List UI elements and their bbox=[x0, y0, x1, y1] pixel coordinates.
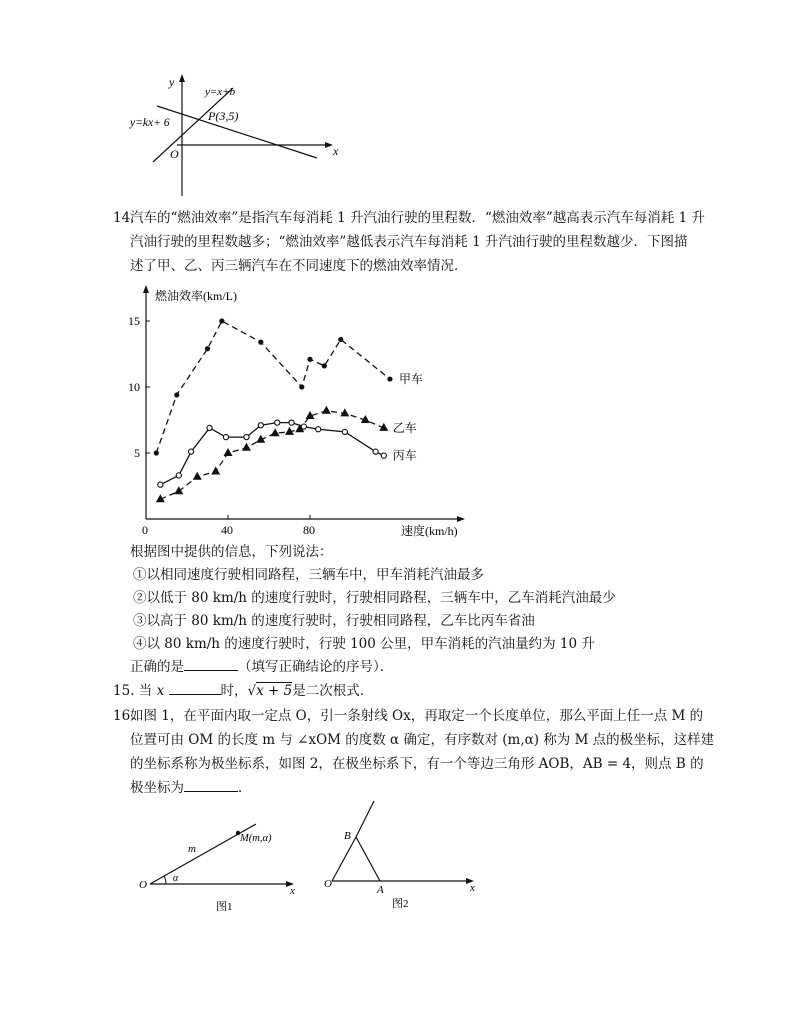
q15-answer-blank[interactable] bbox=[169, 680, 221, 695]
data-point bbox=[205, 346, 210, 351]
x-tick-label: 80 bbox=[303, 523, 315, 537]
q15-radicand: x + 5 bbox=[256, 683, 293, 699]
data-point bbox=[373, 449, 378, 454]
fig1-angle-arc bbox=[164, 876, 166, 884]
q16-line3: 的坐标系称为极坐标系，如图 2，在极坐标系下，有一个等边三角形 AOB，AB = 4，则点 B 的 bbox=[130, 756, 704, 772]
q15-sqrt bbox=[248, 680, 293, 702]
data-point bbox=[189, 449, 194, 454]
data-point bbox=[275, 420, 280, 425]
data-point bbox=[244, 435, 249, 440]
data-point bbox=[271, 428, 280, 436]
q16-line1: 如图 1，在平面内取一定点 O，引一条射线 Ox，再取定一个长度单位，那么平面上任一点 M 的 bbox=[130, 708, 704, 724]
data-point bbox=[338, 337, 343, 342]
q15-var: x bbox=[156, 683, 165, 699]
q15-line bbox=[113, 680, 373, 702]
q15-post: 是二次根式． bbox=[292, 683, 374, 699]
sqrt-icon: √ bbox=[247, 683, 257, 699]
fig2-ray-b bbox=[356, 801, 374, 837]
q16-number: 16. bbox=[113, 708, 135, 724]
q14-option-3: ③以高于 80 km/h 的速度行驶时，行驶相同路程，乙车比丙车省油 bbox=[133, 613, 535, 629]
q14-option-4: ④以 80 km/h 的速度行驶时，行驶 100 公里，甲车消耗的汽油量约为 10 升 bbox=[133, 636, 595, 652]
data-point bbox=[211, 466, 220, 474]
top-y-label: y bbox=[169, 75, 175, 89]
data-point bbox=[322, 363, 327, 368]
q14-answer-post: （填写正确结论的序号）． bbox=[238, 659, 394, 675]
legend-label-0: 甲车 bbox=[398, 372, 423, 387]
data-point bbox=[301, 424, 306, 429]
q14-number: 14. bbox=[113, 210, 135, 226]
legend-label-2: 丙车 bbox=[392, 448, 417, 463]
q16-line4 bbox=[130, 777, 252, 799]
data-point bbox=[174, 392, 179, 397]
chart-x-arrow bbox=[457, 516, 465, 522]
fuel-efficiency-chart bbox=[125, 283, 470, 545]
data-point bbox=[299, 384, 304, 389]
figure-2 bbox=[318, 795, 488, 915]
y-tick-label: 5 bbox=[134, 446, 140, 460]
x-axis-arrow bbox=[325, 142, 333, 148]
fig2-a-label: A bbox=[377, 884, 384, 896]
data-point bbox=[322, 406, 331, 414]
y-tick-label: 15 bbox=[128, 314, 140, 328]
data-point bbox=[219, 318, 224, 323]
q14-line3: 述了甲、乙、丙三辆汽车在不同速度下的燃油效率情况． bbox=[130, 258, 468, 274]
data-point bbox=[342, 429, 347, 434]
data-point bbox=[381, 453, 386, 458]
data-point bbox=[387, 376, 392, 381]
top-line1-label: y=x+b bbox=[205, 86, 236, 98]
data-point bbox=[289, 420, 294, 425]
q16-line4-text: 极坐标为 bbox=[130, 780, 184, 796]
q16-answer-blank[interactable] bbox=[184, 777, 238, 792]
data-point bbox=[224, 448, 233, 456]
q14-answer-pre: 正确的是 bbox=[130, 659, 184, 675]
data-point bbox=[242, 443, 251, 451]
data-point bbox=[307, 357, 312, 362]
top-figure bbox=[125, 74, 355, 198]
fig2-b-label: B bbox=[344, 830, 351, 842]
top-line2-label: y=kx+ 6 bbox=[130, 117, 170, 129]
top-origin-label: O bbox=[170, 147, 179, 161]
data-point bbox=[316, 427, 321, 432]
y-tick-label: 10 bbox=[128, 380, 140, 394]
figure-1 bbox=[128, 818, 308, 916]
top-x-label: x bbox=[333, 144, 339, 158]
top-point-label: P(3,5) bbox=[208, 109, 239, 123]
q14-option-1: ①以相同速度行驶相同路程，三辆车中，甲车消耗汽油最多 bbox=[133, 567, 484, 583]
data-point bbox=[207, 425, 212, 430]
series-line-2 bbox=[160, 423, 383, 485]
q15-mid: 时， bbox=[220, 683, 248, 699]
data-point bbox=[176, 473, 181, 478]
fig1-caption: 图1 bbox=[216, 901, 233, 913]
chart-y-arrow bbox=[143, 285, 149, 293]
data-point bbox=[258, 340, 263, 345]
x-tick-label: 0 bbox=[142, 523, 148, 537]
x-tick-label: 40 bbox=[221, 523, 233, 537]
fig2-side-ob bbox=[332, 837, 356, 881]
q16-line4-end: ． bbox=[238, 780, 252, 796]
data-point bbox=[193, 472, 202, 480]
fig1-m-point-label: M(m,α) bbox=[240, 833, 272, 844]
q15-pre: 当 bbox=[138, 683, 153, 699]
q14-line2: 汽油行驶的里程数越多；“燃油效率”越低表示汽车每消耗 1 升汽油行驶的里程数越少．下图描 bbox=[130, 234, 688, 250]
q15-number: 15. bbox=[113, 683, 135, 699]
q14-line1: 汽车的“燃油效率”是指汽车每消耗 1 升汽油行驶的里程数．“燃油效率”越高表示汽车每消耗 1 升 bbox=[130, 210, 705, 226]
data-point bbox=[223, 435, 228, 440]
q14-answer-line bbox=[130, 656, 393, 678]
fig1-x-label: x bbox=[290, 885, 295, 897]
fig2-o-label: O bbox=[324, 878, 332, 890]
fig2-x-label: x bbox=[470, 882, 475, 894]
data-point bbox=[158, 482, 163, 487]
fig1-m-label: m bbox=[188, 843, 196, 855]
data-point bbox=[174, 486, 183, 494]
chart-ylabel: 燃油效率(km/L) bbox=[155, 289, 237, 303]
q14-option-2: ②以低于 80 km/h 的速度行驶时，行驶相同路程，三辆车中，乙车消耗汽油最少 bbox=[133, 590, 616, 606]
fig1-alpha-label: α bbox=[173, 873, 179, 884]
chart-xlabel: 速度(km/h) bbox=[401, 524, 458, 538]
data-point bbox=[154, 450, 159, 455]
y-axis-arrow bbox=[179, 74, 185, 82]
fig1-o-label: O bbox=[139, 879, 147, 891]
fig2-side-ab bbox=[356, 837, 380, 881]
legend-label-1: 乙车 bbox=[392, 420, 417, 435]
fig2-caption: 图2 bbox=[392, 898, 409, 910]
data-point bbox=[258, 423, 263, 428]
q14-intro: 根据图中提供的信息，下列说法： bbox=[130, 544, 333, 560]
q14-answer-blank[interactable] bbox=[184, 656, 238, 671]
q16-line2: 位置可由 OM 的长度 m 与 ∠xOM 的度数 α 确定，有序数对 (m,α) 称为 M 点的极坐标，这样建 bbox=[130, 732, 715, 748]
